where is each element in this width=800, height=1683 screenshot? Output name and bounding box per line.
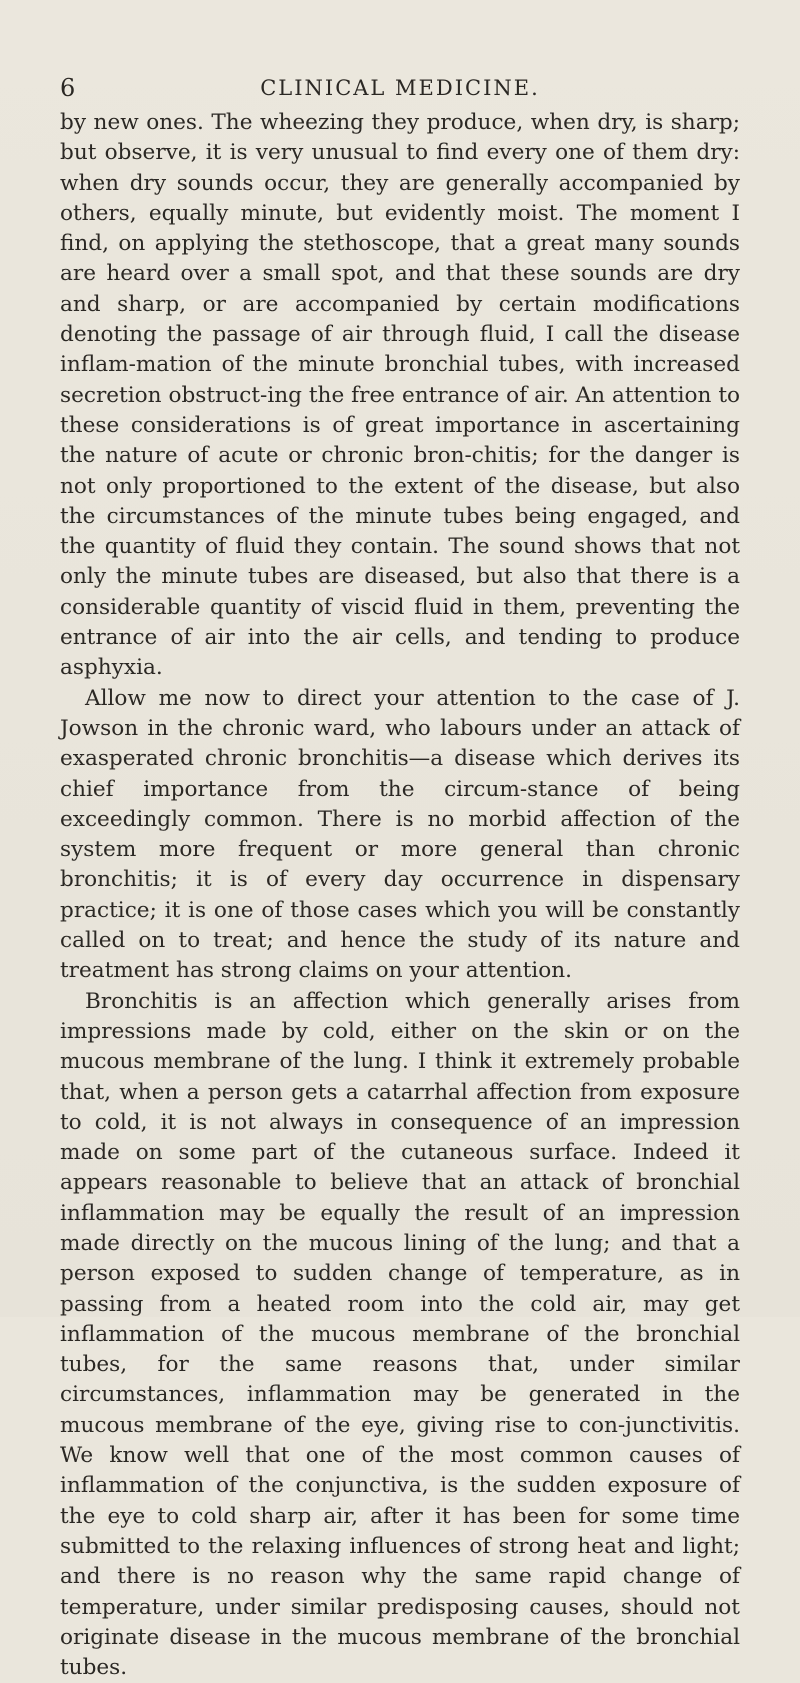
running-head: CLINICAL MEDICINE. bbox=[260, 76, 540, 100]
paragraph-3: Bronchitis is an affection which generally arises from impressions made by cold, either on the skin or on the mucous membrane of the lung. I think it extremely probable that, when a person gets a catarrhal affection from exposure to cold, it is not always in consequence of an impression made on some part of the cutaneous surface. Indeed it appears reasonable to believe that an attack of bronchial inflammation may be equally the result of an impression made directly on the mucous lining of the lung; and that a person exposed to sudden change of temperature, as in passing from a heated room into the cold air, may get inflammation of the mucous membrane of the bronchial tubes, for the same reasons that, under similar circumstances, inflammation may be generated in the mucous membrane of the eye, giving rise to con-junctivitis. We know well that one of the most common causes of inflammation of the conjunctiva, is the sudden exposure of the eye to cold sharp air, after it has been for some time submitted to the relaxing influences of strong heat and light; and there is no reason why the same rapid change of temperature, under similar predisposing causes, should not originate disease in the mucous membrane of the bronchial tubes. bbox=[60, 988, 740, 1681]
body-text bbox=[60, 108, 740, 1683]
paragraph-2: Allow me now to direct your attention to the case of J. Jowson in the chronic ward, who labours under an attack of exasperated chronic bronchitis—a disease which derives its chief importance from the circum-stance of being exceedingly common. There is no morbid affection of the system more frequent or more general than chronic bronchitis; it is of every day occurrence in dispensary practice; it is one of those cases which you will be constantly called on to treat; and hence the study of its nature and treatment has strong claims on your attention. bbox=[60, 685, 740, 984]
page-number: 6 bbox=[60, 74, 77, 102]
paragraph-1: by new ones. The wheezing they produce, when dry, is sharp; but observe, it is very unusual to find every one of them dry: when dry sounds occur, they are generally accompanied by others, equally minute, but evidently moist. The moment I find, on applying the stethoscope, that a great many sounds are heard over a small spot, and that these sounds are dry and sharp, or are accompanied by certain modifications denoting the passage of air through fluid, I call the disease inflam-mation of the minute bronchial tubes, with increased secretion obstruct-ing the free entrance of air. An attention to these considerations is of great importance in ascertaining the nature of acute or chronic bron-chitis; for the danger is not only proportioned to the extent of the disease, but also the circumstances of the minute tubes being engaged, and the quantity of fluid they contain. The sound shows that not only the minute tubes are diseased, but also that there is a considerable quantity of viscid fluid in them, preventing the entrance of air into the air cells, and tending to produce asphyxia. bbox=[60, 110, 740, 681]
page-header bbox=[60, 74, 740, 104]
